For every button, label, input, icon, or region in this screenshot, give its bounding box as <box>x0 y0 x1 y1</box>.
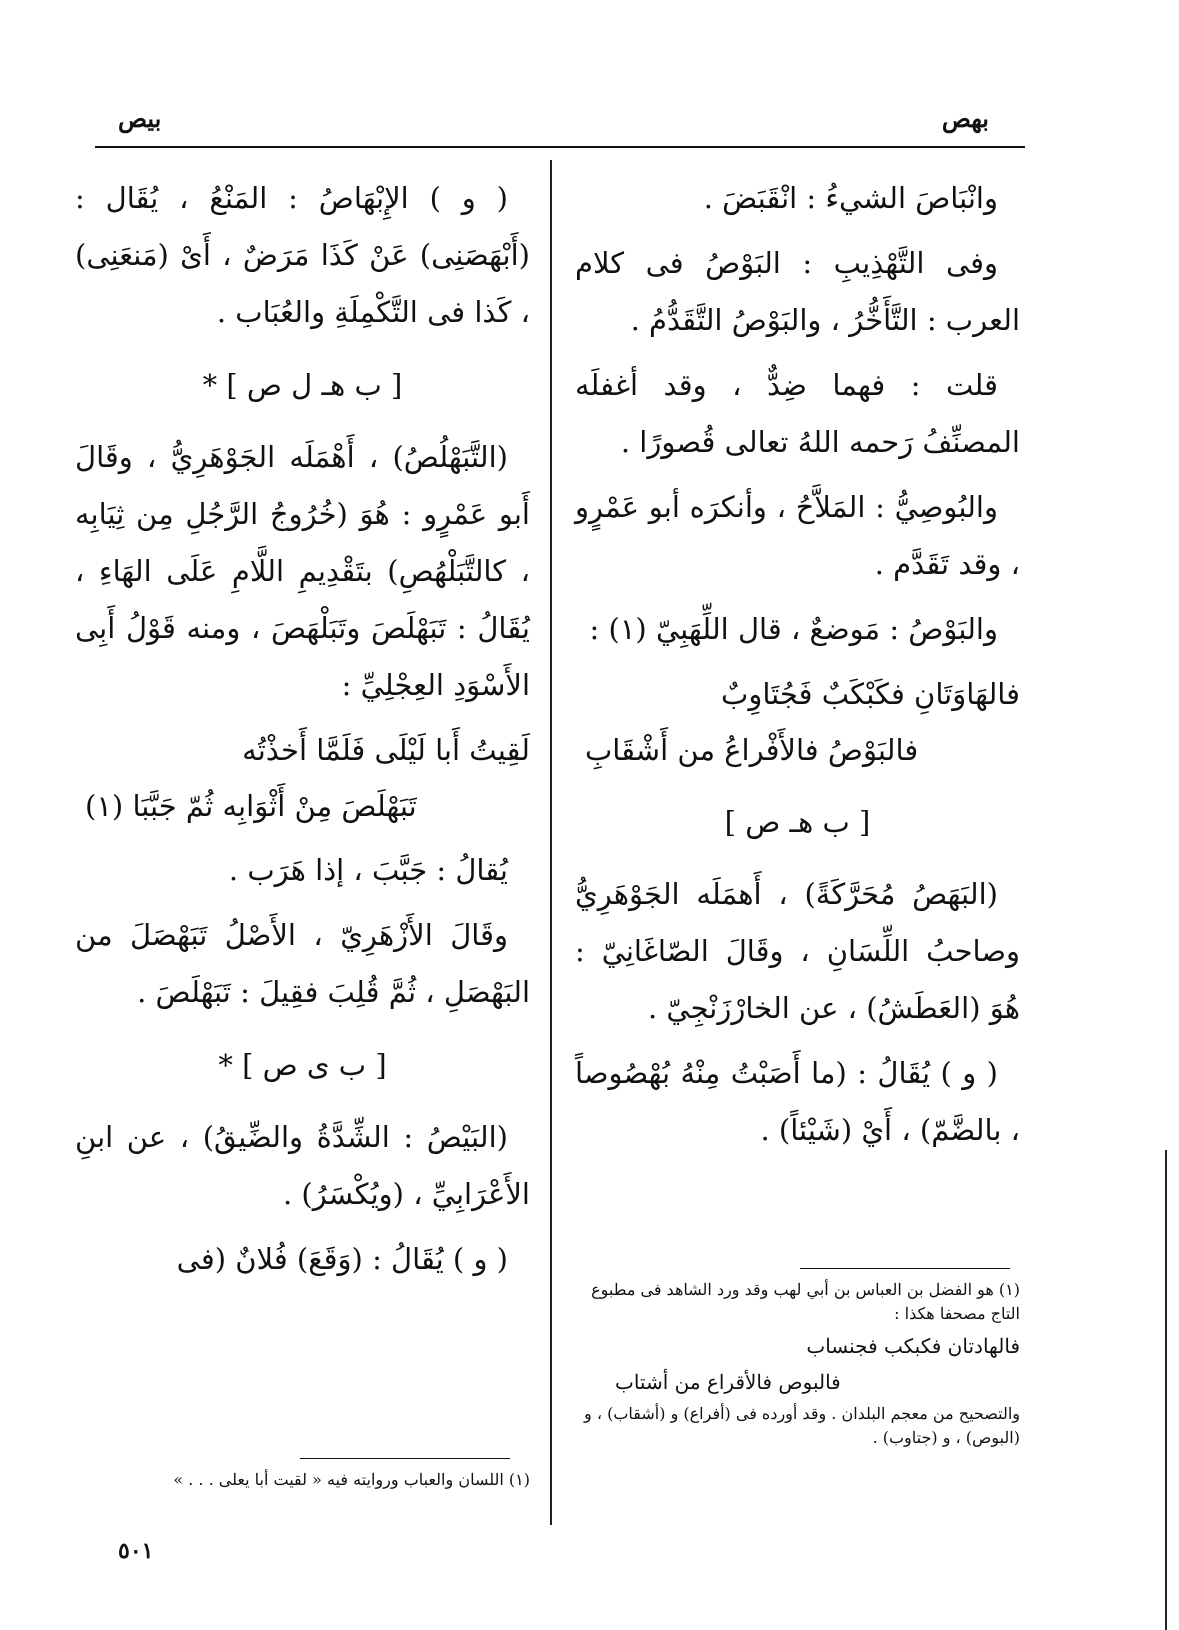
right-footnote-verse-2: فالبوص فالأقراع من أشتاب <box>615 1370 841 1394</box>
page-edge-line <box>1165 1150 1167 1630</box>
right-para-6: (البَهَصُ مُحَرَّكَةً) ، أَهمَلَه الجَوْهَرِيُّ وصاحبُ اللِّسَانِ ، وقَالَ الصّاغَانِيّ : هُوَ (العَطَشُ) ، عن الخارْزَنْجِيّ . <box>575 877 1020 1025</box>
left-para-6: ( و ) يُقَالُ : (وَقَعَ) فُلانٌ (فى <box>176 1242 508 1276</box>
section-heading-bhls: [ ب هـ ل ص ] * <box>202 368 403 402</box>
right-para-3: قلت : فهما ضِدٌّ ، وقد أغفلَه المصنِّفُ رَحمه اللهُ تعالى قُصورًا . <box>575 368 1020 459</box>
right-footnote-verse-1: فالهادتان فكبكب فجنساب <box>806 1334 1020 1358</box>
left-verse-line-1: لَقِيتُ أَبا لَيْلَى فَلَمَّا أَخذْتُه <box>242 733 530 767</box>
right-para-7: ( و ) يُقَالُ : (ما أَصَبْتُ مِنْهُ بُهْصُوصاً ، بالضَّمّ) ، أَيْ (شَيْئاً) . <box>575 1056 1020 1147</box>
left-footnote-rule <box>300 1458 510 1459</box>
right-column <box>575 170 1020 1167</box>
left-para-3: يُقالُ : جَبَّبَ ، إذا هَرَب . <box>228 853 508 887</box>
running-header-left: بيص <box>118 104 162 133</box>
right-verse-line-2: فالبَوْصُ فالأَفْراعُ من أَشْقَابِ <box>585 733 919 767</box>
section-heading-bys: [ ب ى ص ] * <box>218 1048 387 1082</box>
left-para-5: (البَيْصُ : الشِّدَّةُ والضِّيقُ) ، عن ابنِ الأَعْرَابِيِّ ، (ويُكْسَرُ) . <box>75 1120 530 1211</box>
right-para-2: وفى التَّهْذِيبِ : البَوْصُ فى كلام العرب : التَّأَخُّرُ ، والبَوْصُ التَّقَدُّمُ . <box>575 246 1020 337</box>
running-header-right: بهص <box>941 104 989 133</box>
right-footnote-line-2: والتصحيح من معجم البلدان . وقد أورده فى (أفراع) و (أشقاب) ، و (البوص) ، و (جتاوب) . <box>584 1404 1020 1447</box>
left-footnote <box>75 1468 530 1492</box>
right-footnote-rule <box>800 1268 1010 1269</box>
right-footnote-line-1: (١) هو الفضل بن العباس بن أبي لهب وقد ورد الشاهد فى مطبوع التاج مصحفا هكذا : <box>591 1280 1020 1323</box>
left-para-4: وقَالَ الأَزْهَرِيّ ، الأَصْلُ تَبَهْصَلَ من البَهْصَلِ ، ثُمَّ قُلِبَ فقِيلَ : تَبَهْلَصَ . <box>75 918 530 1009</box>
left-verse-line-2: تَبَهْلَصَ مِنْ أَثْوَابِه ثُمّ جَبَّبَا (١) <box>85 789 417 823</box>
right-para-5: والبَوْصُ : مَوضعٌ ، قال اللِّهَبِيّ (١) : <box>589 612 998 646</box>
column-divider <box>550 160 552 1525</box>
right-para-4: والبُوصِيُّ : المَلاَّحُ ، وأنكرَه أبو عَمْرٍو ، وقد تَقَدَّم . <box>575 490 1020 581</box>
page-number: ٥٠١ <box>118 1538 154 1564</box>
section-heading-bhs: [ ب هـ ص ] <box>724 805 871 839</box>
left-column <box>75 170 530 1296</box>
left-para-1: ( و ) الإِبْهَاصُ : المَنْعُ ، يُقَال : (أَبْهَصَنِى) عَنْ كَذَا مَرَضٌ ، أَىْ (مَنعَنِى) ، كَذا فى التَّكْمِلَةِ والعُبَاب . <box>75 181 530 329</box>
header-rule <box>95 146 1025 148</box>
right-footnote <box>575 1278 1020 1450</box>
right-para-1: وانْبَاصَ الشيءُ : انْقَبَضَ . <box>703 181 998 215</box>
left-footnote-line-1: (١) اللسان والعباب وروايته فيه « لقيت أبا يعلى . . . » <box>173 1470 530 1489</box>
right-verse-line-1: فالهَاوَتَانِ فكَبْكَبٌ فَجُتَاوِبٌ <box>721 677 1020 711</box>
left-para-2: (التَّبَهْلُصُ) ، أَهْمَلَه الجَوْهَرِيُّ ، وقَالَ أَبو عَمْرٍو : هُوَ (خُرُوجُ الرَّجُلِ مِن ثِيَابِه ، كالتَّبَلْهُصِ) بتَقْدِيمِ اللَّامِ عَلَى الهَاءِ ، يُقَالُ : تَبَهْلَصَ وتَبَلْهَصَ ، ومنه قَوْلُ أَبِى الأَسْوَدِ العِجْلِيِّ : <box>75 440 530 702</box>
